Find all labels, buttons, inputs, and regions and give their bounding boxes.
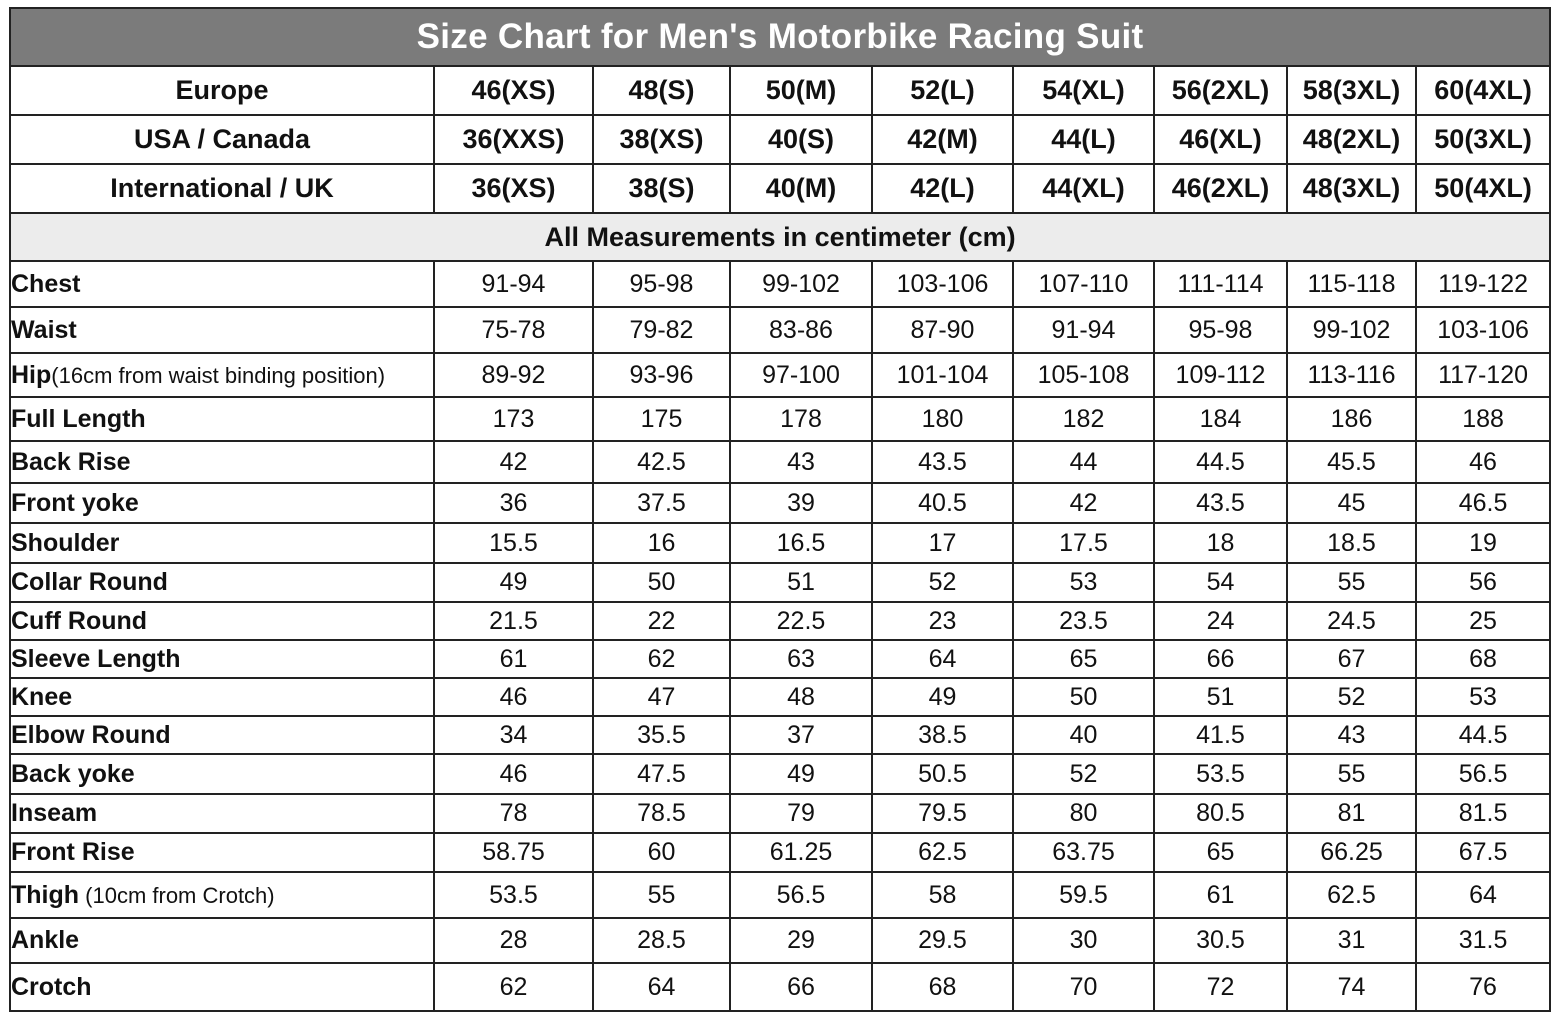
measurement-value: 45.5 — [1287, 441, 1416, 483]
measurement-value: 113-116 — [1287, 353, 1416, 397]
measurement-label: Front yoke — [11, 488, 139, 517]
measurement-value: 41.5 — [1154, 716, 1287, 754]
measurement-value: 36 — [434, 483, 593, 523]
measurement-value: 45 — [1287, 483, 1416, 523]
measurement-row — [10, 523, 1550, 563]
measurement-value: 99-102 — [1287, 307, 1416, 353]
measurement-value: 30.5 — [1154, 918, 1287, 963]
measurement-label-cell — [10, 397, 434, 441]
size-chart-table — [9, 7, 1551, 1012]
measurement-value: 43 — [730, 441, 872, 483]
measurement-value: 44.5 — [1416, 716, 1550, 754]
measurement-value: 24 — [1154, 602, 1287, 640]
measurement-value: 47.5 — [593, 754, 730, 794]
measurement-row — [10, 563, 1550, 602]
measurement-label-cell — [10, 833, 434, 872]
measurement-value: 52 — [1287, 678, 1416, 716]
measurement-label: Cuff Round — [11, 606, 148, 635]
measurement-value: 56.5 — [730, 872, 872, 918]
measurement-value: 40.5 — [872, 483, 1013, 523]
measurement-label: Thigh — [11, 880, 80, 909]
measurement-value: 63 — [730, 640, 872, 678]
measurement-value: 89-92 — [434, 353, 593, 397]
measurement-value: 55 — [1287, 754, 1416, 794]
measurement-value: 53.5 — [434, 872, 593, 918]
measurement-value: 65 — [1154, 833, 1287, 872]
measurement-value: 67.5 — [1416, 833, 1550, 872]
measurement-value: 51 — [1154, 678, 1287, 716]
measurement-value: 28 — [434, 918, 593, 963]
size-cell: 42(L) — [872, 164, 1013, 213]
measurement-value: 62.5 — [1287, 872, 1416, 918]
measurement-value: 75-78 — [434, 307, 593, 353]
measurement-label-cell — [10, 307, 434, 353]
measurement-row — [10, 872, 1550, 918]
measurement-value: 18.5 — [1287, 523, 1416, 563]
measurement-value: 39 — [730, 483, 872, 523]
measurement-value: 68 — [872, 963, 1013, 1011]
measurement-value: 28.5 — [593, 918, 730, 963]
measurement-value: 31 — [1287, 918, 1416, 963]
measurement-value: 184 — [1154, 397, 1287, 441]
measurement-label: Hip — [11, 360, 52, 389]
measurement-label: Inseam — [11, 799, 98, 827]
size-cell: 36(XXS) — [434, 115, 593, 164]
measurement-value: 81.5 — [1416, 794, 1550, 833]
measurement-value: 46.5 — [1416, 483, 1550, 523]
measurement-label-cell — [10, 441, 434, 483]
measurement-label: Chest — [11, 269, 81, 298]
measurement-value: 42.5 — [593, 441, 730, 483]
size-cell: 38(XS) — [593, 115, 730, 164]
size-row — [10, 66, 1550, 115]
measurement-value: 188 — [1416, 397, 1550, 441]
measurement-value: 58 — [872, 872, 1013, 918]
measurement-label: Collar Round — [11, 568, 168, 596]
measurement-value: 61 — [434, 640, 593, 678]
measurement-value: 109-112 — [1154, 353, 1287, 397]
measurement-label: Back yoke — [11, 759, 135, 788]
measurement-value: 186 — [1287, 397, 1416, 441]
size-cell: 44(L) — [1013, 115, 1154, 164]
measurement-value: 43.5 — [872, 441, 1013, 483]
measurement-value: 80.5 — [1154, 794, 1287, 833]
measurement-label: Front Rise — [11, 838, 135, 866]
measurement-label-cell — [10, 353, 434, 397]
measurement-value: 55 — [1287, 563, 1416, 602]
measurement-value: 178 — [730, 397, 872, 441]
measurement-value: 50 — [1013, 678, 1154, 716]
measurement-value: 101-104 — [872, 353, 1013, 397]
measurement-value: 62 — [593, 640, 730, 678]
measurement-value: 70 — [1013, 963, 1154, 1011]
measurement-value: 117-120 — [1416, 353, 1550, 397]
measurement-value: 173 — [434, 397, 593, 441]
measurement-note: (10cm from Crotch) — [79, 882, 275, 908]
measurement-value: 49 — [434, 563, 593, 602]
size-cell: 44(XL) — [1013, 164, 1154, 213]
size-cell: 42(M) — [872, 115, 1013, 164]
measurement-label-cell — [10, 872, 434, 918]
measurement-value: 46 — [434, 754, 593, 794]
size-cell: 54(XL) — [1013, 66, 1154, 115]
measurement-value: 175 — [593, 397, 730, 441]
measurement-value: 180 — [872, 397, 1013, 441]
size-cell: 46(XS) — [434, 66, 593, 115]
size-row — [10, 164, 1550, 213]
measurement-value: 17 — [872, 523, 1013, 563]
measurement-value: 59.5 — [1013, 872, 1154, 918]
size-cell: 50(3XL) — [1416, 115, 1550, 164]
measurement-value: 66 — [730, 963, 872, 1011]
measurement-value: 38.5 — [872, 716, 1013, 754]
measurement-value: 91-94 — [1013, 307, 1154, 353]
size-cell: 36(XS) — [434, 164, 593, 213]
measurement-row — [10, 602, 1550, 640]
measurement-row — [10, 353, 1550, 397]
measurement-value: 67 — [1287, 640, 1416, 678]
measurement-value: 115-118 — [1287, 261, 1416, 307]
measurement-row — [10, 794, 1550, 833]
measurement-label: Crotch — [11, 972, 92, 1001]
measurement-value: 53 — [1416, 678, 1550, 716]
size-system-label: Europe — [10, 66, 434, 115]
measurement-value: 78.5 — [593, 794, 730, 833]
measurement-value: 79.5 — [872, 794, 1013, 833]
measurement-value: 68 — [1416, 640, 1550, 678]
measurement-note: (16cm from waist binding position) — [51, 362, 386, 388]
measurement-value: 44 — [1013, 441, 1154, 483]
measurement-label: Ankle — [11, 926, 80, 954]
measurement-value: 34 — [434, 716, 593, 754]
measurement-value: 64 — [1416, 872, 1550, 918]
measurement-value: 103-106 — [872, 261, 1013, 307]
measurement-value: 53 — [1013, 563, 1154, 602]
measurement-label-cell — [10, 678, 434, 716]
measurement-value: 25 — [1416, 602, 1550, 640]
measurement-value: 43.5 — [1154, 483, 1287, 523]
measurement-value: 29 — [730, 918, 872, 963]
measurement-label: Shoulder — [11, 528, 120, 557]
measurement-value: 49 — [872, 678, 1013, 716]
measurement-value: 74 — [1287, 963, 1416, 1011]
measurement-value: 15.5 — [434, 523, 593, 563]
measurement-value: 119-122 — [1416, 261, 1550, 307]
measurement-label-cell — [10, 563, 434, 602]
measurement-value: 46 — [1416, 441, 1550, 483]
measurement-value: 37.5 — [593, 483, 730, 523]
measurement-value: 105-108 — [1013, 353, 1154, 397]
measurement-value: 55 — [593, 872, 730, 918]
size-cell: 38(S) — [593, 164, 730, 213]
chart-title: Size Chart for Men's Motorbike Racing Suit — [10, 8, 1550, 66]
measurement-value: 81 — [1287, 794, 1416, 833]
measurement-value: 72 — [1154, 963, 1287, 1011]
measurement-value: 66 — [1154, 640, 1287, 678]
measurement-label-cell — [10, 963, 434, 1011]
measurement-row — [10, 483, 1550, 523]
measurement-row — [10, 307, 1550, 353]
measurement-value: 95-98 — [593, 261, 730, 307]
measurement-label: Waist — [11, 315, 77, 344]
measurement-value: 64 — [593, 963, 730, 1011]
measurement-value: 80 — [1013, 794, 1154, 833]
measurement-value: 65 — [1013, 640, 1154, 678]
measurement-value: 21.5 — [434, 602, 593, 640]
measurement-value: 22 — [593, 602, 730, 640]
measurement-row — [10, 716, 1550, 754]
measurement-value: 79-82 — [593, 307, 730, 353]
measurement-label-cell — [10, 716, 434, 754]
size-cell: 50(M) — [730, 66, 872, 115]
measurement-row — [10, 754, 1550, 794]
measurement-value: 37 — [730, 716, 872, 754]
size-cell: 46(XL) — [1154, 115, 1287, 164]
measurement-row — [10, 678, 1550, 716]
measurement-row — [10, 441, 1550, 483]
size-cell: 56(2XL) — [1154, 66, 1287, 115]
measurement-value: 78 — [434, 794, 593, 833]
measurement-value: 76 — [1416, 963, 1550, 1011]
measurement-value: 111-114 — [1154, 261, 1287, 307]
measurement-value: 91-94 — [434, 261, 593, 307]
size-system-label: USA / Canada — [10, 115, 434, 164]
measurement-label-cell — [10, 261, 434, 307]
size-cell: 58(3XL) — [1287, 66, 1416, 115]
measurement-value: 103-106 — [1416, 307, 1550, 353]
measurement-label: Knee — [11, 682, 73, 711]
measurement-value: 44.5 — [1154, 441, 1287, 483]
measurement-value: 24.5 — [1287, 602, 1416, 640]
measurement-value: 48 — [730, 678, 872, 716]
measurement-value: 58.75 — [434, 833, 593, 872]
measurement-label: Sleeve Length — [11, 644, 181, 673]
measurement-value: 87-90 — [872, 307, 1013, 353]
measurement-value: 62 — [434, 963, 593, 1011]
measurement-value: 107-110 — [1013, 261, 1154, 307]
size-cell: 40(M) — [730, 164, 872, 213]
size-cell: 48(3XL) — [1287, 164, 1416, 213]
size-cell: 48(S) — [593, 66, 730, 115]
measurement-value: 52 — [872, 563, 1013, 602]
measurement-value: 30 — [1013, 918, 1154, 963]
measurement-label: Back Rise — [11, 447, 131, 476]
size-cell: 60(4XL) — [1416, 66, 1550, 115]
measurement-value: 56.5 — [1416, 754, 1550, 794]
measurement-value: 95-98 — [1154, 307, 1287, 353]
measurement-label-cell — [10, 918, 434, 963]
measurement-value: 19 — [1416, 523, 1550, 563]
measurement-value: 22.5 — [730, 602, 872, 640]
measurement-value: 23 — [872, 602, 1013, 640]
measurement-label: Elbow Round — [11, 720, 171, 749]
measurement-value: 31.5 — [1416, 918, 1550, 963]
measurement-value: 56 — [1416, 563, 1550, 602]
size-row — [10, 115, 1550, 164]
measurement-row — [10, 918, 1550, 963]
measurement-value: 42 — [434, 441, 593, 483]
measurement-value: 61 — [1154, 872, 1287, 918]
measurement-value: 40 — [1013, 716, 1154, 754]
measurement-value: 50.5 — [872, 754, 1013, 794]
measurement-value: 43 — [1287, 716, 1416, 754]
measurement-value: 49 — [730, 754, 872, 794]
measurement-row — [10, 640, 1550, 678]
measurement-label-cell — [10, 640, 434, 678]
size-cell: 46(2XL) — [1154, 164, 1287, 213]
measurement-row — [10, 963, 1550, 1011]
measurement-value: 60 — [593, 833, 730, 872]
size-cell: 48(2XL) — [1287, 115, 1416, 164]
units-note: All Measurements in centimeter (cm) — [10, 213, 1550, 261]
measurement-value: 99-102 — [730, 261, 872, 307]
size-system-label: International / UK — [10, 164, 434, 213]
measurement-value: 29.5 — [872, 918, 1013, 963]
measurement-value: 16.5 — [730, 523, 872, 563]
measurement-label-cell — [10, 794, 434, 833]
measurement-value: 47 — [593, 678, 730, 716]
measurement-value: 64 — [872, 640, 1013, 678]
measurement-value: 35.5 — [593, 716, 730, 754]
size-cell: 40(S) — [730, 115, 872, 164]
measurement-value: 23.5 — [1013, 602, 1154, 640]
measurement-value: 16 — [593, 523, 730, 563]
measurement-value: 83-86 — [730, 307, 872, 353]
measurement-label-cell — [10, 754, 434, 794]
size-cell: 52(L) — [872, 66, 1013, 115]
note-row — [10, 213, 1550, 261]
measurement-value: 93-96 — [593, 353, 730, 397]
measurement-value: 66.25 — [1287, 833, 1416, 872]
measurement-label-cell — [10, 523, 434, 563]
measurement-value: 46 — [434, 678, 593, 716]
measurement-value: 63.75 — [1013, 833, 1154, 872]
measurement-value: 53.5 — [1154, 754, 1287, 794]
measurement-label-cell — [10, 602, 434, 640]
measurement-value: 17.5 — [1013, 523, 1154, 563]
measurement-value: 18 — [1154, 523, 1287, 563]
measurement-value: 97-100 — [730, 353, 872, 397]
measurement-value: 42 — [1013, 483, 1154, 523]
size-cell: 50(4XL) — [1416, 164, 1550, 213]
measurement-row — [10, 397, 1550, 441]
measurement-value: 51 — [730, 563, 872, 602]
measurement-value: 79 — [730, 794, 872, 833]
measurement-row — [10, 261, 1550, 307]
measurement-row — [10, 833, 1550, 872]
measurement-label-cell — [10, 483, 434, 523]
measurement-label: Full Length — [11, 404, 146, 433]
measurement-value: 54 — [1154, 563, 1287, 602]
measurement-value: 50 — [593, 563, 730, 602]
measurement-value: 62.5 — [872, 833, 1013, 872]
measurement-value: 61.25 — [730, 833, 872, 872]
measurement-value: 182 — [1013, 397, 1154, 441]
measurement-value: 52 — [1013, 754, 1154, 794]
